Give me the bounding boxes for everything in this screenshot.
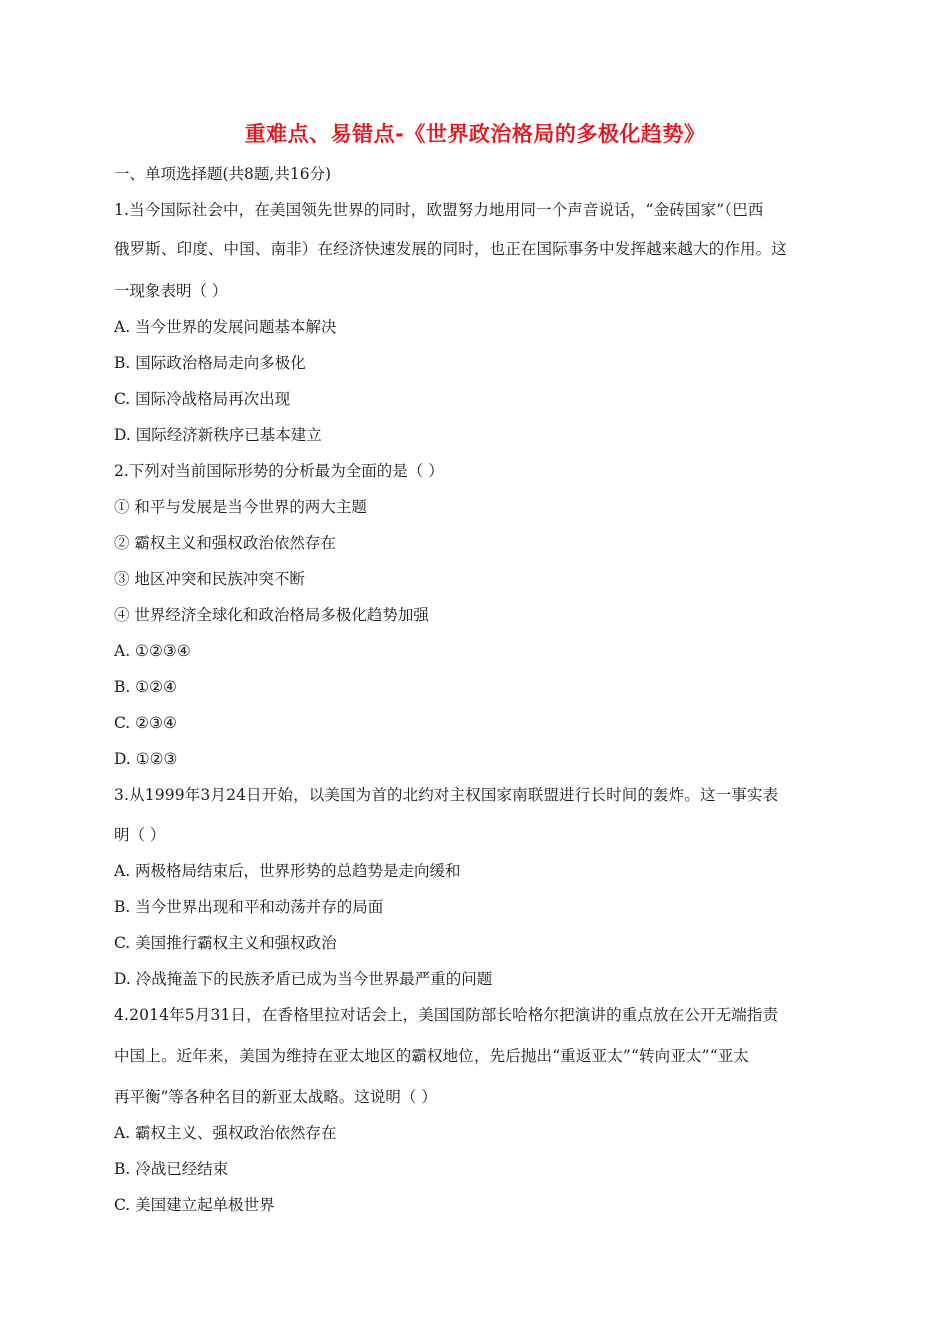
question-2-option-c: C. ②③④ — [114, 714, 177, 732]
question-3-option-b: B. 当今世界出现和平和动荡并存的局面 — [114, 898, 384, 916]
question-3-text-line-2: 明（ ） — [114, 826, 166, 844]
question-1-option-d: D. 国际经济新秩序已基本建立 — [114, 426, 322, 444]
question-1-option-b: B. 国际政治格局走向多极化 — [114, 354, 306, 372]
question-2-statement-4: ④ 世界经济全球化和政治格局多极化趋势加强 — [114, 606, 429, 624]
question-1-text-line-2: 俄罗斯、印度、中国、南非）在经济快速发展的同时，也正在国际事务中发挥越来越大的作用。这 — [114, 240, 787, 258]
question-4-text-line-2: 中国上。近年来，美国为维持在亚太地区的霸权地位，先后抛出“重返亚太”“转向亚太”“亚太 — [114, 1047, 750, 1065]
question-1-text-line-3: 一现象表明（ ） — [114, 282, 228, 300]
question-2-statement-1: ① 和平与发展是当今世界的两大主题 — [114, 498, 367, 516]
question-2-statement-3: ③ 地区冲突和民族冲突不断 — [114, 570, 305, 588]
question-4-text-line-3: 再平衡”等各种名目的新亚太战略。这说明（ ） — [114, 1088, 437, 1106]
question-3-text-line-1: 3.从1999年3月24日开始，以美国为首的北约对主权国家南联盟进行长时间的轰炸。这一事实表 — [114, 786, 779, 804]
section-heading: 一、单项选择题(共8题,共16分) — [114, 165, 332, 183]
question-4-text-line-1: 4.2014年5月31日，在香格里拉对话会上，美国国防部长哈格尔把演讲的重点放在公开无端指责 — [114, 1006, 779, 1024]
question-1-text-line-1: 1.当今国际社会中，在美国领先世界的同时，欧盟努力地用同一个声音说话，“金砖国家”（巴西 — [114, 201, 764, 219]
question-1-option-c: C. 国际冷战格局再次出现 — [114, 390, 291, 408]
document-title: 重难点、易错点-《世界政治格局的多极化趋势》 — [244, 122, 706, 146]
question-3-option-c: C. 美国推行霸权主义和强权政治 — [114, 934, 337, 952]
question-2-text: 2.下列对当前国际形势的分析最为全面的是（ ） — [114, 462, 444, 480]
question-4-option-b: B. 冷战已经结束 — [114, 1160, 229, 1178]
question-1-option-a: A. 当今世界的发展问题基本解决 — [114, 318, 337, 336]
question-4-option-c: C. 美国建立起单极世界 — [114, 1196, 275, 1214]
question-3-option-d: D. 冷战掩盖下的民族矛盾已成为当今世界最严重的问题 — [114, 970, 493, 988]
question-2-option-b: B. ①②④ — [114, 678, 177, 696]
question-2-option-d: D. ①②③ — [114, 750, 178, 768]
question-3-option-a: A. 两极格局结束后，世界形势的总趋势是走向缓和 — [114, 862, 461, 880]
question-2-statement-2: ② 霸权主义和强权政治依然存在 — [114, 534, 336, 552]
question-2-option-a: A. ①②③④ — [114, 642, 191, 660]
question-4-option-a: A. 霸权主义、强权政治依然存在 — [114, 1124, 337, 1142]
